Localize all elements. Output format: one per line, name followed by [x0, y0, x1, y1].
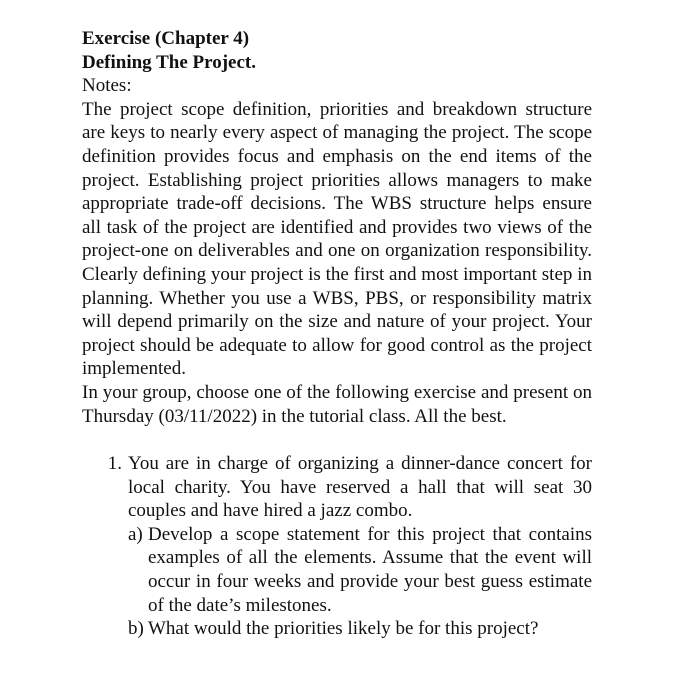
section-spacer	[82, 428, 592, 452]
list-item	[82, 452, 592, 641]
exercise-part	[128, 617, 592, 641]
document-page	[82, 27, 592, 641]
part-text: What would the priorities likely be for this project?	[148, 618, 539, 640]
exercise-title: Exercise (Chapter 4)	[82, 28, 250, 49]
exercise-body	[128, 452, 592, 641]
exercise-text: You are in charge of organizing a dinner-dance concert for local charity. You have reserved a hall that will seat 30 couples and have hired a jazz combo.	[128, 453, 592, 522]
exercise-number: 1.	[107, 453, 122, 475]
notes-paragraph: The project scope definition, priorities and breakdown structure are keys to nearly every aspect of managing the project. The scope definition provides focus and emphasis on the end items of the project. Establishing project priorities allows managers to make appropriate trade-off decisions. The WBS structure helps ensure all task of the project are identified and provides two views of the project-one on deliverables and one on organization responsibility. Clearly defining your project is the first and most important step in planning. Whether you use a WBS, PBS, or responsibility matrix will depend primarily on the size and nature of your project. Your project should be adequate to allow for good control as the project implemented.	[82, 98, 592, 380]
part-text: Develop a scope statement for this project that contains examples of all the elements. Assume that the event will occur in four weeks and provide your best guess estimate of the date’s milestones.	[148, 523, 592, 616]
exercise-part	[128, 523, 592, 617]
notes-label: Notes:	[82, 75, 132, 97]
group-instruction: In your group, choose one of the following exercise and present on Thursday (03/11/2022) in the tutorial class. All the best.	[82, 381, 592, 427]
exercise-list	[82, 452, 592, 641]
part-label: a)	[128, 523, 143, 545]
part-label: b)	[128, 618, 144, 640]
exercise-subtitle: Defining The Project.	[82, 51, 256, 73]
